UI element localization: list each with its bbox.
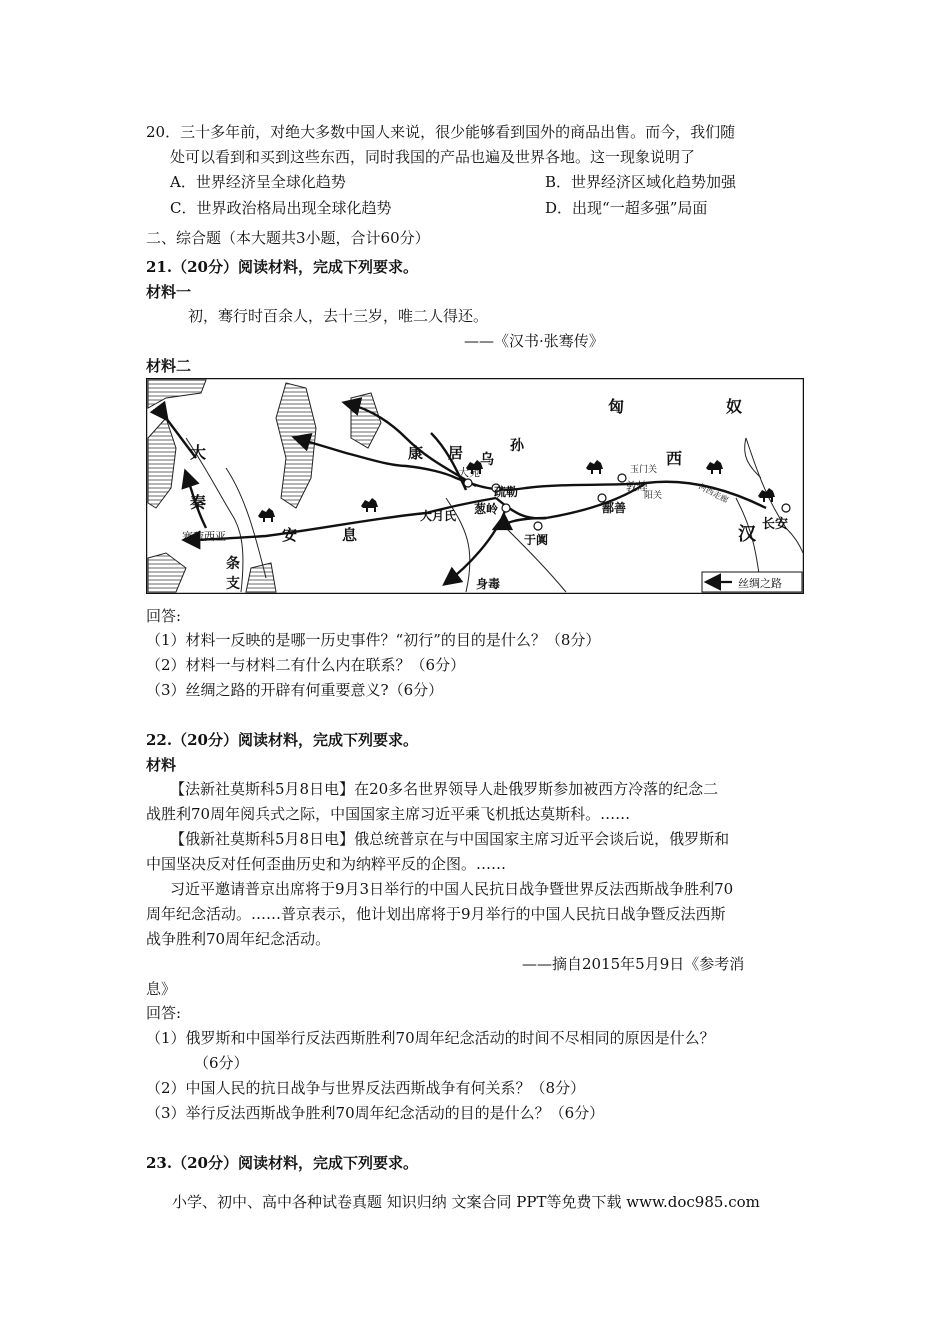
q21-question-3: （3）丝绸之路的开辟有何重要意义?（6分）: [146, 681, 444, 699]
map-label-sun: 孙: [510, 438, 524, 454]
map-legend-label: 丝绸之路: [738, 577, 782, 590]
q22-title: 22.（20分）阅读材料，完成下列要求。: [146, 731, 418, 749]
map-label-ju: 居: [448, 444, 464, 462]
map-label-hexi: 河西走廊: [697, 481, 730, 505]
q22-para1-line1: 【法新社莫斯科5月8日电】在20多名世界领导人赴俄罗斯参加被西方冷落的纪念二: [170, 780, 719, 798]
q21-answer-label: 回答:: [146, 607, 182, 625]
q22-para3-line1: 习近平邀请普京出席将于9月3日举行的中国人民抗日战争暨世界反法西斯战争胜利70: [170, 880, 734, 898]
map-label-yumenguan: 玉门关: [630, 465, 658, 475]
q23-title: 23.（20分）阅读材料，完成下列要求。: [146, 1154, 418, 1172]
q22-material-label: 材料: [146, 756, 177, 774]
q22-para2-line2: 中国坚决反对任何歪曲历史和为纳粹平反的企图。……: [146, 855, 507, 873]
q22-question-2: （2）中国人民的抗日战争与世界反法西斯战争有何关系？（8分）: [146, 1079, 586, 1097]
q22-answer-label: 回答:: [146, 1004, 182, 1022]
q21-question-1: （1）材料一反映的是哪一历史事件？“初行”的目的是什么？（8分）: [146, 631, 601, 649]
map-label-xiongnu-1: 匈: [608, 397, 625, 416]
map-label-changan: 长安: [762, 517, 789, 532]
q22-question-1-line1: （1）俄罗斯和中国举行反法西斯胜利70周年纪念活动的时间不尽相同的原因是什么？: [146, 1029, 715, 1047]
map-label-dayuezhi: 大月氏: [420, 509, 457, 523]
q22-source-line1: ——摘自2015年5月9日《参考消: [522, 955, 745, 973]
map-label-shule: 疏勒: [494, 485, 519, 499]
map-label-han: 汉: [738, 524, 756, 545]
silk-road-map: [146, 378, 804, 594]
section-heading: 二、综合题（本大题共3小题，合计60分）: [146, 229, 430, 247]
q22-para1-line2: 战胜利70周年阅兵式之际，中国国家主席习近平乘飞机抵达莫斯科。……: [146, 805, 631, 823]
map-label-xiongnu-2: 奴: [726, 397, 743, 416]
map-legend: [702, 572, 802, 592]
map-label-qin: 秦: [190, 493, 207, 512]
q20-option-c: C．世界政治格局出现全球化趋势: [170, 199, 392, 217]
map-label-dawan: 大宛: [458, 466, 480, 479]
map-label-kang: 康: [408, 444, 424, 462]
q22-para3-line2: 周年纪念活动。……普京表示，他计划出席将于9月举行的中国人民抗日战争暨反法西斯: [146, 905, 726, 923]
map-label-shanshan: 鄯善: [602, 501, 627, 515]
q22-question-1-line2: （6分）: [194, 1054, 249, 1072]
q20-line-2: 处可以看到和买到这些东西，同时我国的产品也遍及世界各地。这一现象说明了: [170, 148, 696, 166]
map-label-congling: 葱岭: [474, 502, 499, 516]
map-label-xi2: 息: [342, 526, 358, 544]
page-footer: 小学、初中、高中各种试卷真题 知识归纳 文案合同 PPT等免费下载 www.doc985.com: [172, 1193, 760, 1211]
q21-material1-label: 材料一: [146, 283, 192, 301]
q22-para2-line1: 【俄新社莫斯科5月8日电】俄总统普京在与中国国家主席习近平会谈后说，俄罗斯和: [170, 830, 730, 848]
q21-title: 21.（20分）阅读材料，完成下列要求。: [146, 258, 418, 276]
q21-material2-label: 材料二: [146, 357, 192, 375]
q20-line-1: 20．三十多年前，对绝大多数中国人来说，很少能够看到国外的商品出售。而今，我们随: [146, 123, 736, 141]
map-label-wu: 乌: [480, 452, 494, 468]
map-label-zhi: 支: [226, 576, 240, 592]
q21-material1-source: ——《汉书·张骞传》: [464, 332, 604, 350]
q20-option-d: D．出现“一超多强”局面: [545, 199, 708, 217]
q21-question-2: （2）材料一与材料二有什么内在联系？（6分）: [146, 656, 466, 674]
map-label-seleucia: 塞琉西亚: [182, 530, 226, 543]
map-label-dunhuang: 敦煌: [626, 480, 648, 493]
q22-question-3: （3）举行反法西斯战争胜利70周年纪念活动的目的是什么？（6分）: [146, 1104, 605, 1122]
map-label-yutian: 于阗: [524, 533, 549, 547]
map-label-tiao: 条: [226, 556, 240, 572]
map-label-xi: 西: [666, 449, 683, 468]
q20-option-b: B．世界经济区域化趋势加强: [545, 173, 737, 191]
q21-material1-text: 初，骞行时百余人，去十三岁，唯二人得还。: [188, 307, 489, 325]
map-label-shendu: 身毒: [476, 577, 501, 591]
map-label-an: 安: [282, 526, 298, 544]
q22-para3-line3: 战争胜利70周年纪念活动。: [146, 930, 331, 948]
map-label-da: 大: [190, 443, 207, 462]
q20-option-a: A．世界经济呈全球化趋势: [170, 173, 346, 191]
q22-source-line2: 息》: [146, 980, 177, 998]
map-label-yangguan: 阳关: [644, 491, 663, 501]
